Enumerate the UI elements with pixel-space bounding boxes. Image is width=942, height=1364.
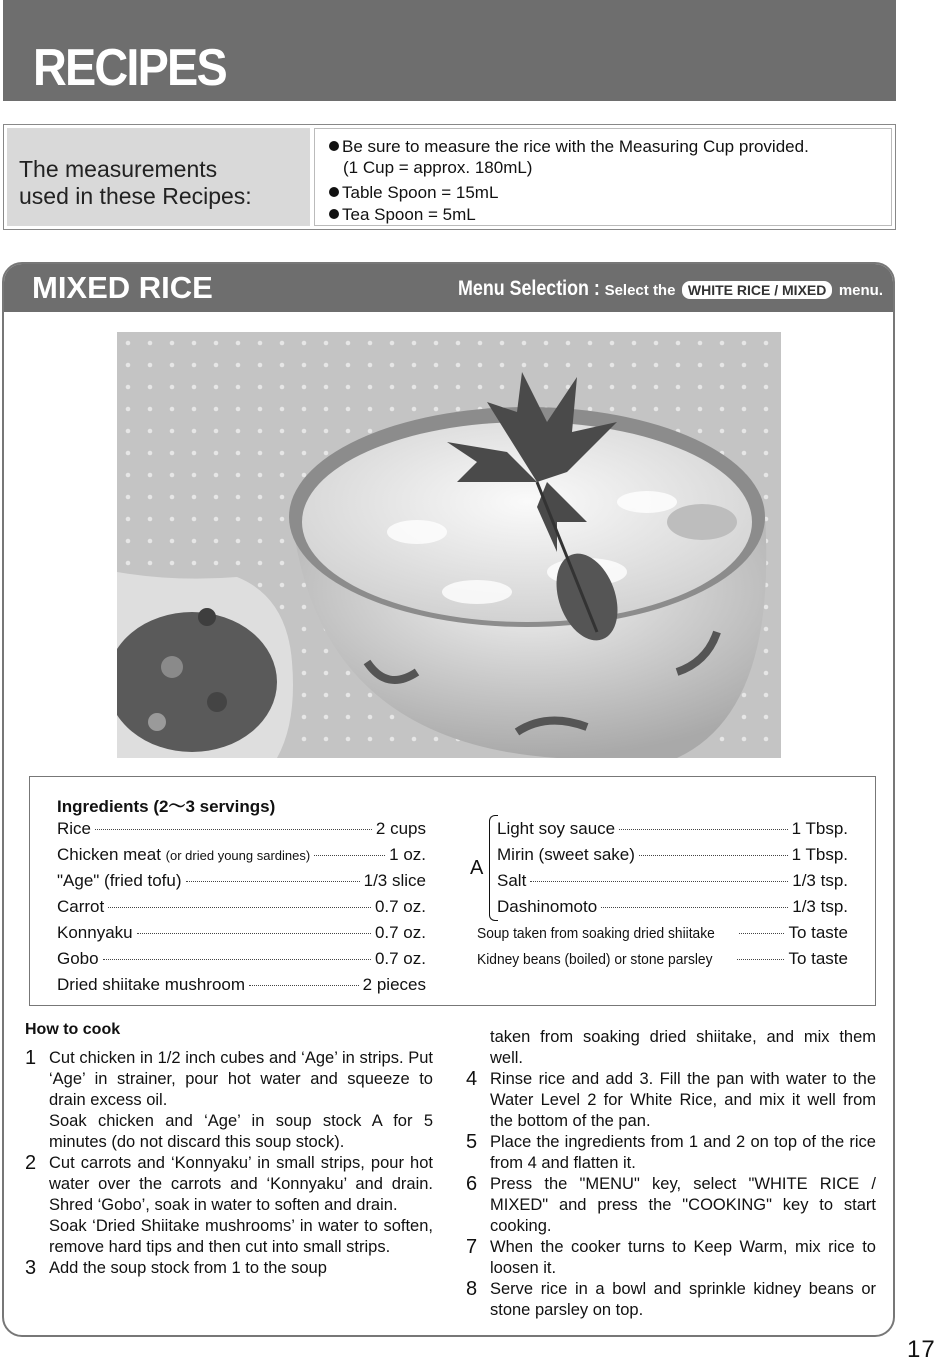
ingredient-qty: 1/3 slice — [363, 871, 426, 890]
dotted-leader — [739, 933, 784, 934]
dotted-leader — [314, 855, 385, 856]
ingredient-row — [497, 819, 848, 839]
dotted-leader — [95, 829, 372, 830]
ingredient-qty: 0.7 oz. — [374, 949, 426, 968]
step-3-continued — [466, 1027, 876, 1069]
ingredient-name: Konnyaku — [57, 923, 133, 942]
page-title: RECIPES — [33, 39, 226, 97]
dotted-leader — [530, 881, 788, 882]
mixed-rice-photo — [117, 332, 781, 758]
ingredient-row — [57, 923, 426, 943]
measurements-label — [19, 156, 252, 210]
ingredient-name: Soup taken from soaking dried shiitake — [477, 925, 715, 942]
bullet-icon — [329, 209, 339, 219]
ingredient-qty: 1/3 tsp. — [792, 871, 848, 890]
how-to-cook-title: How to cook — [25, 1021, 121, 1038]
measurements-box — [3, 124, 896, 230]
step-text: taken from soaking dried shiitake, and mix them well. — [490, 1028, 876, 1067]
ingredient-row — [477, 949, 848, 969]
ingredient-row — [477, 923, 848, 943]
menu-name-badge: WHITE RICE / MIXED — [682, 281, 832, 299]
step-number: 3 — [25, 1257, 37, 1279]
ingredient-qty: 1 oz. — [389, 845, 426, 864]
ingredient-qty: 0.7 oz. — [374, 897, 426, 916]
measurement-item — [329, 183, 498, 203]
ingredient-row — [57, 871, 426, 891]
bullet-icon — [329, 187, 339, 197]
ingredient-qty: 1/3 tsp. — [792, 897, 848, 916]
step-text: Cut chicken in 1/2 inch cubes and ‘Age’ in strips. Put ‘Age’ in strainer, pour hot water and squeeze to drain excess oil. — [49, 1049, 433, 1109]
dotted-leader — [249, 985, 359, 986]
ingredient-name: Gobo — [57, 949, 99, 968]
ingredient-qty: 1 Tbsp. — [791, 845, 848, 864]
ingredient-row — [497, 897, 848, 917]
dotted-leader — [137, 933, 371, 934]
ingredient-row — [57, 975, 426, 995]
ingredients-box — [29, 776, 876, 1006]
step-number: 6 — [466, 1173, 478, 1195]
step-number: 7 — [466, 1236, 478, 1258]
ingredient-qty: 2 cups — [375, 819, 426, 838]
step-8 — [466, 1279, 876, 1321]
ingredient-name: Salt — [497, 871, 527, 890]
step-number: 5 — [466, 1131, 478, 1153]
ingredient-name: Chicken meat — [57, 845, 161, 864]
ingredient-name: Mirin (sweet sake) — [497, 845, 635, 864]
ingredient-qty: 2 pieces — [362, 975, 426, 994]
ingredient-name: Light soy sauce — [497, 819, 616, 838]
ingredient-row — [57, 949, 426, 969]
ingredient-qty: To taste — [788, 949, 848, 968]
dotted-leader — [103, 959, 371, 960]
ingredient-row — [57, 819, 426, 839]
menu-selection-prefix: Select the — [604, 282, 676, 299]
ingredient-row — [497, 845, 848, 865]
measurement-item — [329, 205, 476, 225]
recipe-card — [2, 262, 895, 1337]
step-4 — [466, 1069, 876, 1132]
dotted-leader — [619, 829, 787, 830]
group-a-label: A — [470, 857, 484, 879]
dotted-leader — [601, 907, 788, 908]
menu-selection — [433, 277, 883, 301]
step-number: 4 — [466, 1068, 478, 1090]
ingredient-name: Carrot — [57, 897, 105, 916]
step-7 — [466, 1237, 876, 1279]
step-3 — [25, 1258, 433, 1279]
ingredient-row — [57, 897, 426, 917]
step-text: Cut carrots and ‘Konnyaku’ in small strips, pour hot water over the carrots and ‘Konnyaku’ and drain. Shred ‘Gobo’, soak in water to soften and drain. — [49, 1154, 433, 1214]
recipe-header — [4, 264, 893, 312]
measurement-item — [329, 137, 809, 157]
step-text: Rinse rice and add 3. Fill the pan with water to the Water Level 2 for White Rice, and mix it well from the bottom of the pan. — [490, 1070, 876, 1130]
ingredient-row — [497, 871, 848, 891]
steps-right-column — [466, 1027, 876, 1321]
step-number: 2 — [25, 1152, 37, 1174]
ingredient-name: "Age" (fried tofu) — [57, 871, 182, 890]
step-text: Place the ingredients from 1 and 2 on top of the rice from 4 and flatten it. — [490, 1133, 876, 1172]
menu-selection-label: Menu Selection : — [458, 277, 601, 300]
step-1 — [25, 1048, 433, 1153]
page-number: 17 — [907, 1336, 936, 1363]
measurement-text: Be sure to measure the rice with the Measuring Cup provided. — [342, 137, 809, 156]
measurements-list — [314, 128, 892, 226]
measurements-label-line1: The measurements — [19, 156, 218, 182]
step-text: Add the soup stock from 1 to the soup — [49, 1259, 327, 1277]
step-text: Press the "MENU" key, select "WHITE RICE / MIXED" and press the "COOKING" key to start cooking. — [490, 1175, 876, 1235]
ingredient-name: Rice — [57, 819, 92, 838]
measurement-item — [343, 158, 532, 178]
ingredient-note: (or dried young sardines) — [165, 848, 311, 863]
ingredients-title: Ingredients (2〜3 servings) — [57, 797, 276, 816]
ingredient-name: Dashinomoto — [497, 897, 598, 916]
ingredient-qty: 1 Tbsp. — [791, 819, 848, 838]
dotted-leader — [186, 881, 360, 882]
measurements-label-line2: used in these Recipes: — [19, 183, 252, 209]
menu-selection-suffix: menu. — [838, 282, 883, 299]
ingredient-qty: 0.7 oz. — [374, 923, 426, 942]
step-text: Soak chicken and ‘Age’ in soup stock A for 5 minutes (do not discard this soup stock). — [49, 1112, 433, 1151]
page-header — [3, 0, 896, 101]
dotted-leader — [737, 959, 784, 960]
step-text: Soak ‘Dried Shiitake mushrooms’ in water to soften, remove hard tips and then cut into small strips. — [49, 1217, 433, 1256]
measurement-text: Table Spoon = 15mL — [342, 183, 499, 202]
measurement-text: Tea Spoon = 5mL — [342, 205, 476, 224]
ingredient-name: Dried shiitake mushroom — [57, 975, 246, 994]
step-number: 8 — [466, 1278, 478, 1300]
ingredient-qty: To taste — [788, 923, 848, 942]
ingredient-name: Kidney beans (boiled) or stone parsley — [477, 951, 713, 968]
steps-left-column — [25, 1048, 433, 1279]
step-5 — [466, 1132, 876, 1174]
mixed-rice-illustration — [117, 332, 781, 758]
bullet-icon — [329, 141, 339, 151]
step-6 — [466, 1174, 876, 1237]
step-text: Serve rice in a bowl and sprinkle kidney beans or stone parsley on top. — [490, 1280, 876, 1319]
measurement-text: (1 Cup = approx. 180mL) — [343, 158, 533, 177]
step-text: When the cooker turns to Keep Warm, mix rice to loosen it. — [490, 1238, 876, 1277]
step-2 — [25, 1153, 433, 1258]
measurements-label-cell — [7, 128, 310, 226]
dotted-leader — [639, 855, 788, 856]
step-number: 1 — [25, 1047, 37, 1069]
recipe-title: MIXED RICE — [32, 270, 213, 305]
ingredient-row — [57, 845, 426, 865]
dotted-leader — [108, 907, 371, 908]
